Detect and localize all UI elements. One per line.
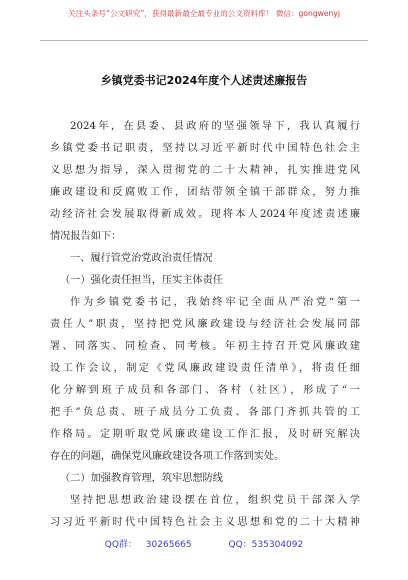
paragraph-line: 情况报告如下： <box>50 231 122 242</box>
paragraph-line: 署、同落实、同检查、同考核。年初主持召开党风廉政建 <box>50 341 360 352</box>
subsection-heading: （一）强化责任担当，压实主体责任 <box>60 275 223 286</box>
paragraph-line: 乡镇党委书记职责，坚持以习近平新时代中国特色社会主 <box>50 143 360 154</box>
qq-group-number: QQ群： 30265665 <box>104 540 192 550</box>
paragraph-line: 习习近平新时代中国特色社会主义思想和党的二十大精神 <box>50 517 360 528</box>
footer-contact <box>0 537 408 550</box>
promo-banner: 关注头条号“公文研究”，获得最新最全最专业的公文资料库！ 微信：gongwenyj <box>68 9 340 18</box>
subsection-heading: （二）加强教育管理，筑牢思想防线 <box>60 473 223 484</box>
paragraph-line: 设工作会议，制定《党风廉政建设责任清单》，将责任细 <box>50 363 360 374</box>
header-divider <box>40 40 368 41</box>
paragraph-line: 义思想为指导，深入贯彻党的二十大精神，扎实推进党风 <box>50 165 360 176</box>
section-heading: 一、履行管党治党政治责任情况 <box>70 253 213 264</box>
qq-number: QQ：535304092 <box>228 540 304 550</box>
paragraph-line: 作格局。定期听取党风廉政建设工作汇报，及时研究解决 <box>50 429 360 440</box>
document-body <box>50 116 360 534</box>
document-title: 乡镇党委书记2024年度个人述责述廉报告 <box>100 74 308 87</box>
paragraph-line: 责任人”职责，坚持把党风廉政建设与经济社会发展同部 <box>50 319 360 330</box>
paragraph-line: 把手”负总责、班子成员分工负责、各部门齐抓共管的工 <box>50 407 360 418</box>
paragraph-line: 化分解到班子成员和各部门、各村（社区），形成了“一 <box>50 385 360 396</box>
paragraph-line: 2024年，在县委、县政府的坚强领导下，我认真履行 <box>70 121 360 132</box>
paragraph-line: 作为乡镇党委书记，我始终牢记全面从严治党“第一 <box>70 297 360 308</box>
paragraph-line: 廉政建设和反腐败工作，团结带领全镇干部群众，努力推 <box>50 187 360 198</box>
paragraph-line: 动经济社会发展取得新成效。现将本人2024年度述责述廉 <box>50 209 360 220</box>
paragraph-line: 存在的问题，确保党风廉政建设各项工作落到实处。 <box>50 451 285 462</box>
paragraph-line: 坚持把思想政治建设摆在首位，组织党员干部深入学 <box>70 495 360 506</box>
